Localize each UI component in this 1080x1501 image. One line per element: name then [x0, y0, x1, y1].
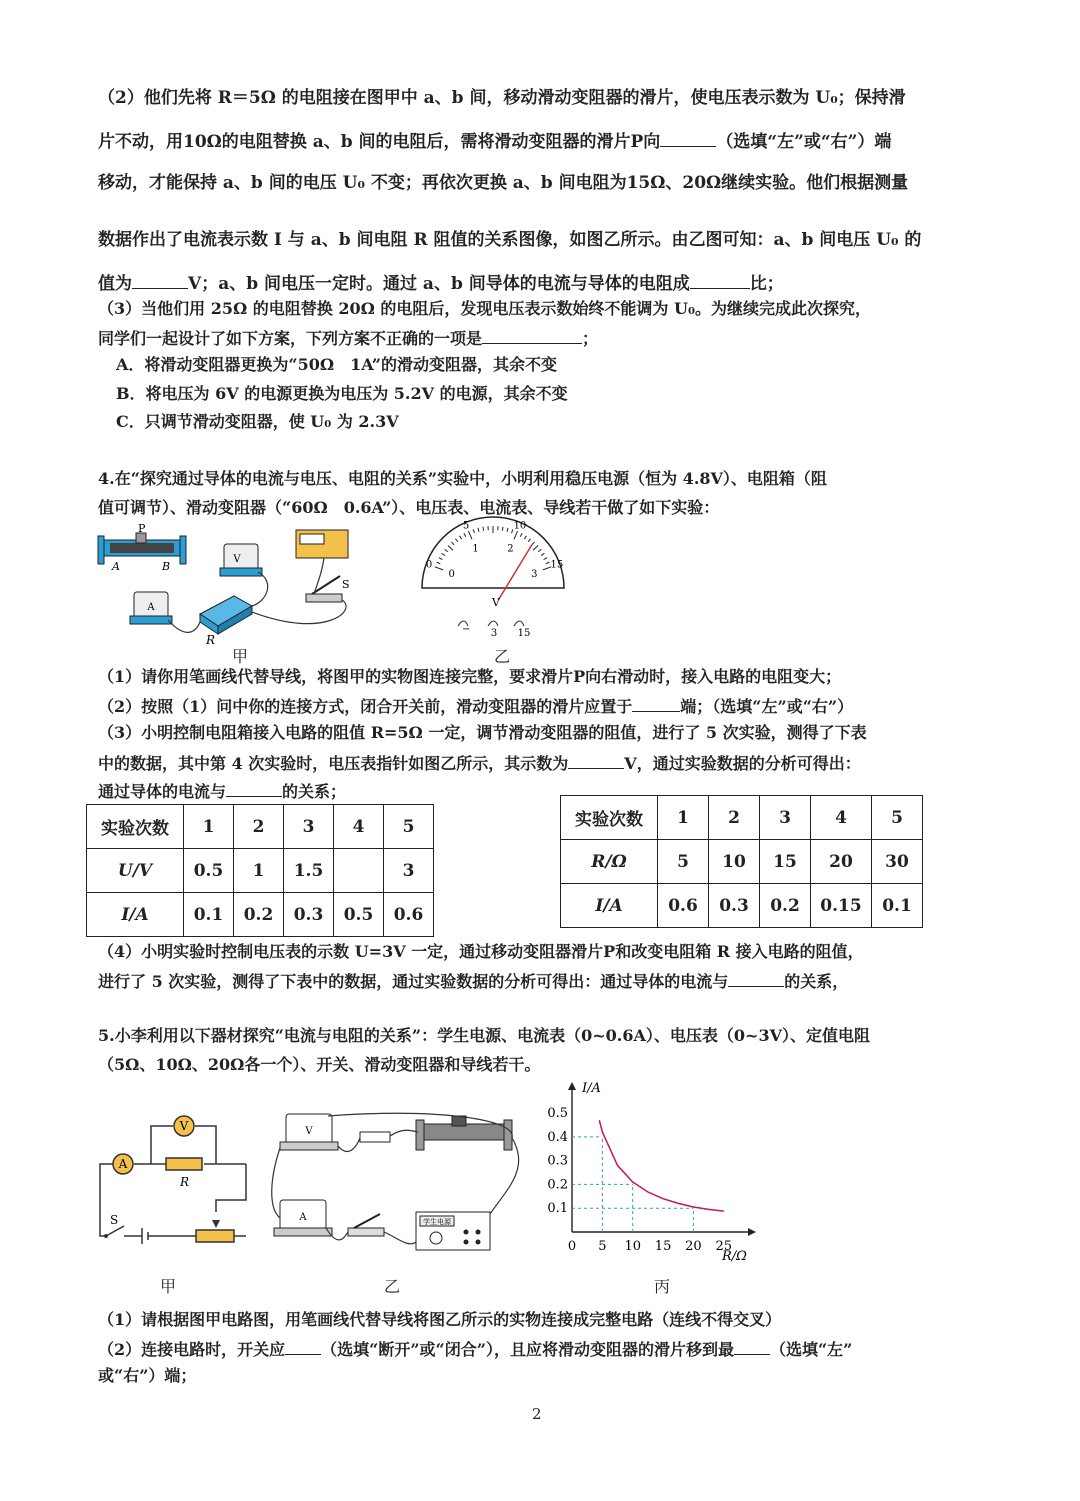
q4-sub4-line1: （4）小明实验时控制电压表的示数 U=3V 一定，通过移动变阻器滑片P和改变电阻箱 R 接入电路的阻值，: [98, 942, 864, 961]
answer-blank[interactable]: [568, 750, 624, 769]
q3-option-b: B．将电压为 6V 的电源更换为电压为 5.2V 的电源，其余不变: [116, 384, 568, 403]
answer-blank[interactable]: [132, 270, 188, 289]
rheostat-device-icon: [416, 1116, 512, 1150]
x-tick-label: 15: [654, 1239, 672, 1254]
resistor-symbol: [166, 1158, 202, 1170]
answer-blank[interactable]: [632, 693, 680, 712]
answer-blank[interactable]: [482, 325, 582, 344]
text: 比；: [749, 274, 784, 294]
table-row: [87, 893, 434, 937]
table-cell: 0.3: [284, 893, 334, 937]
table-header-cell: 2: [709, 796, 760, 840]
q4-sub3-line1: （3）小明控制电阻箱接入电路的阻值 R=5Ω 一定，调节滑动变阻器的阻值，进行了 5 次实验，测得了下表: [98, 723, 867, 742]
rheostat-label-a: A: [112, 560, 120, 573]
voltmeter-device-icon: [280, 1114, 338, 1150]
table-row: [561, 796, 923, 840]
text: 通过导体的电流与: [98, 782, 227, 801]
ammeter-label: A: [118, 1157, 128, 1171]
svg-text:A: A: [299, 1212, 307, 1223]
table-cell: 0.5: [184, 849, 234, 893]
table-cell: 0.2: [234, 893, 284, 937]
q5-sub2-line2: 或“右”）端；: [98, 1366, 197, 1385]
q4-sub3-line2: [98, 750, 861, 776]
switch-device-icon: [348, 1214, 384, 1236]
x-tick-label: 25: [715, 1239, 733, 1254]
answer-blank[interactable]: [728, 968, 784, 987]
table-header-cell: 1: [658, 796, 709, 840]
dial-top-label: 5: [462, 520, 470, 532]
q3-option-c: C．只调节滑动变阻器，使 U₀ 为 2.3V: [116, 412, 399, 431]
q4-sub2: [98, 693, 853, 719]
text: （2）按照（1）问中你的连接方式，闭合开关前，滑动变阻器的滑片应置于: [98, 697, 633, 716]
answer-blank[interactable]: [285, 1336, 321, 1355]
table-header-cell: 5: [872, 796, 923, 840]
text: ；: [582, 329, 599, 348]
table-cell: 1: [234, 849, 284, 893]
y-tick-label: 0.1: [547, 1201, 568, 1217]
q4-figure-yi-voltmeter: [418, 520, 568, 642]
text: 的关系；: [282, 782, 347, 801]
power-supply-icon: [296, 530, 348, 558]
q5-caption-jia: 甲: [160, 1277, 177, 1296]
text: 端；（选填“左”或“右”）: [680, 697, 854, 716]
table-cell: 0.3: [709, 884, 760, 928]
answer-blank[interactable]: [690, 270, 750, 289]
x-axis-label: R/Ω: [722, 1249, 747, 1264]
power-supply-device-icon: [416, 1212, 490, 1250]
x-axis-arrow-icon: [748, 1228, 756, 1236]
q3-option-a: A．将滑动变阻器更换为“50Ω 1A”的滑动变阻器，其余不变: [116, 355, 557, 374]
q5-sub2-line1: [98, 1336, 852, 1362]
answer-blank[interactable]: [226, 778, 282, 797]
q5-circuit-diagram: [96, 1108, 256, 1248]
table-header-cell: 实验次数: [561, 796, 658, 840]
q5-stem-line1: 5.小李利用以下器材探究“电流与电阻的关系”：学生电源、电流表（0~0.6A）、电压表（0~3V）、定值电阻: [98, 1026, 870, 1045]
ammeter-icon: [130, 592, 172, 624]
text: V，通过实验数据的分析可得出：: [624, 754, 861, 773]
q5-caption-bing: 丙: [654, 1277, 671, 1296]
table-cell: 15: [760, 840, 811, 884]
table-header-cell: 实验次数: [87, 805, 184, 849]
table-cell: U/V: [87, 849, 184, 893]
table-header-cell: 3: [284, 805, 334, 849]
table-cell: 5: [658, 840, 709, 884]
y-tick-label: 0.4: [547, 1129, 568, 1145]
table-cell-empty[interactable]: [334, 849, 384, 893]
q3-p2-line2: [98, 128, 891, 154]
terminal-minus: −: [462, 624, 471, 635]
dial-bottom-label: 0: [448, 568, 455, 580]
q5-ir-chart: [536, 1082, 766, 1272]
dial-bottom-label: 1: [472, 543, 479, 555]
q4-table-resistance: [560, 795, 923, 928]
text: 片不动，用10Ω的电阻替换 a、b 间的电阻后，需将滑动变阻器的滑片P向: [98, 132, 661, 152]
dial-top-label: 10: [513, 520, 527, 532]
table-header-cell: 4: [811, 796, 872, 840]
q4-sub3-line3: [98, 778, 346, 804]
answer-blank[interactable]: [660, 128, 716, 147]
ammeter-device-icon: [274, 1200, 332, 1236]
table-cell: I/A: [561, 884, 658, 928]
y-tick-label: 0.3: [547, 1153, 568, 1169]
table-row: [561, 840, 923, 884]
y-tick-labels: [547, 1106, 568, 1216]
table-row: [561, 884, 923, 928]
q4-stem-line1: 4.在“探究通过导体的电流与电压、电阻的关系”实验中，小明利用稳压电源（恒为 4.8V）、电阻箱（阻: [98, 469, 827, 488]
rheostat-symbol: [196, 1230, 234, 1242]
text: 值为: [98, 274, 132, 294]
table-cell: 10: [709, 840, 760, 884]
table-cell: 0.6: [384, 893, 434, 937]
q4-stem-line2: 值可调节）、滑动变阻器（“60Ω 0.6A”）、电压表、电流表、导线若干做了如下实验：: [98, 498, 720, 517]
table-cell: 0.6: [658, 884, 709, 928]
q4-sub4-line2: [98, 968, 848, 994]
table-cell: R/Ω: [561, 840, 658, 884]
q3-p3-line1: （3）当他们用 25Ω 的电阻替换 20Ω 的电阻后，发现电压表示数始终不能调为 U₀。为继续完成此次探究，: [98, 299, 871, 318]
switch-label: S: [342, 578, 350, 591]
table-cell: 3: [384, 849, 434, 893]
q4-caption-jia: 甲: [232, 647, 249, 666]
q4-figure-jia: [96, 522, 396, 662]
resistor-label: R: [180, 1175, 190, 1189]
table-cell: 0.1: [872, 884, 923, 928]
q3-p2-line1: （2）他们先将 R＝5Ω 的电阻接在图甲中 a、b 间，移动滑动变阻器的滑片，使电压表示数为 U₀；保持滑: [98, 88, 906, 108]
table-header-cell: 4: [334, 805, 384, 849]
dial-top-label: 15: [550, 559, 564, 571]
table-row: [87, 805, 434, 849]
dial-bottom-label: 2: [507, 543, 514, 555]
dial-top-label: 0: [425, 559, 433, 571]
q3-p2-line5: [98, 270, 784, 296]
terminal-15: 15: [517, 628, 531, 639]
y-axis-label: I/A: [582, 1081, 601, 1096]
x-tick-label: 20: [685, 1239, 702, 1254]
x-tick-label: 5: [598, 1239, 607, 1254]
q3-p2-line4: 数据作出了电流表示数 I 与 a、b 间电阻 R 阻值的关系图像，如图乙所示。由乙图可知：a、b 间电压 U₀ 的: [98, 230, 922, 250]
ammeter-symbol: [113, 1154, 133, 1174]
table-header-cell: 1: [184, 805, 234, 849]
table-header-cell: 3: [760, 796, 811, 840]
resistance-box-icon: [200, 596, 252, 634]
q5-sub1: （1）请根据图甲电路图，用笔画线代替导线将图乙所示的实物连接成完整电路（连线不得交叉）: [98, 1310, 782, 1329]
rheostat-label-p: P: [138, 522, 146, 535]
table-cell: 0.1: [184, 893, 234, 937]
y-tick-label: 0.2: [547, 1177, 568, 1193]
text: V；a、b 间电压一定时。通过 a、b 间导体的电流与导体的电阻成: [188, 274, 690, 294]
q3-p3-line2: [98, 325, 598, 351]
y-axis-arrow-icon: [568, 1082, 576, 1090]
voltmeter-icon: [220, 544, 262, 576]
text: （2）连接电路时，开关应: [98, 1340, 286, 1359]
table-cell: 0.5: [334, 893, 384, 937]
text: 的关系，: [784, 972, 849, 991]
dial-tick: [483, 527, 484, 531]
dashed-guides: [572, 1137, 693, 1232]
resistor-device-icon: [360, 1132, 390, 1142]
rheostat-label-b: B: [162, 560, 171, 573]
q5-caption-yi: 乙: [384, 1277, 401, 1296]
q4-table-voltage: [86, 804, 434, 937]
text: 中的数据，其中第 4 次实验时，电压表指针如图乙所示，其示数为: [98, 754, 569, 773]
text: （选填“左”: [769, 1340, 853, 1359]
q4-sub1: （1）请你用笔画线代替导线，将图甲的实物图连接完整，要求滑片P向右滑动时，接入电路的电阻变大；: [98, 667, 842, 686]
table-header-cell: 5: [384, 805, 434, 849]
terminal-3: 3: [490, 628, 498, 639]
table-cell: 0.15: [811, 884, 872, 928]
text: 进行了 5 次实验，测得了下表中的数据，通过实验数据的分析可得出：通过导体的电流与: [98, 972, 729, 991]
text: （选填“左”或“右”）端: [716, 132, 892, 152]
svg-text:V: V: [305, 1126, 313, 1137]
dial-tick: [502, 527, 503, 531]
dial-unit: V: [492, 596, 500, 609]
x-tick-label: 0: [567, 1239, 577, 1254]
switch-icon: [306, 576, 342, 602]
q5-stem-line2: （5Ω、10Ω、20Ω各一个）、开关、滑动变阻器和导线若干。: [98, 1055, 541, 1074]
x-tick-labels: [568, 1239, 732, 1254]
table-cell: 20: [811, 840, 872, 884]
resistance-box-label: R: [206, 633, 216, 647]
table-header-cell: 2: [234, 805, 284, 849]
text: 同学们一起设计了如下方案，下列方案不正确的一项是: [98, 329, 483, 348]
dial-bottom-label: 3: [531, 568, 538, 580]
svg-text:A: A: [147, 602, 155, 613]
table-cell: 1.5: [284, 849, 334, 893]
switch-label: S: [110, 1213, 119, 1227]
page-number: 2: [532, 1405, 542, 1423]
text: （选填“断开”或“闭合”），且应将滑动变阻器的滑片移到最: [321, 1340, 734, 1359]
table-row: [87, 849, 434, 893]
y-tick-label: 0.5: [547, 1106, 568, 1122]
slider-arrow-icon: [212, 1220, 220, 1228]
voltmeter-symbol: [174, 1116, 194, 1136]
series-line: [599, 1120, 724, 1211]
table-cell: 30: [872, 840, 923, 884]
answer-blank[interactable]: [734, 1336, 770, 1355]
voltmeter-label: V: [179, 1119, 189, 1133]
table-cell: 0.2: [760, 884, 811, 928]
q3-p2-line3: 移动，才能保持 a、b 间的电压 U₀ 不变；再依次更换 a、b 间电阻为15Ω、20Ω继续实验。他们根据测量: [98, 173, 909, 193]
q5-apparatus: [268, 1108, 528, 1258]
x-tick-label: 10: [624, 1239, 641, 1254]
svg-text:V: V: [233, 554, 241, 565]
q4-caption-yi: 乙: [494, 647, 511, 666]
power-supply-label: 学生电源: [423, 1218, 451, 1226]
table-cell: I/A: [87, 893, 184, 937]
